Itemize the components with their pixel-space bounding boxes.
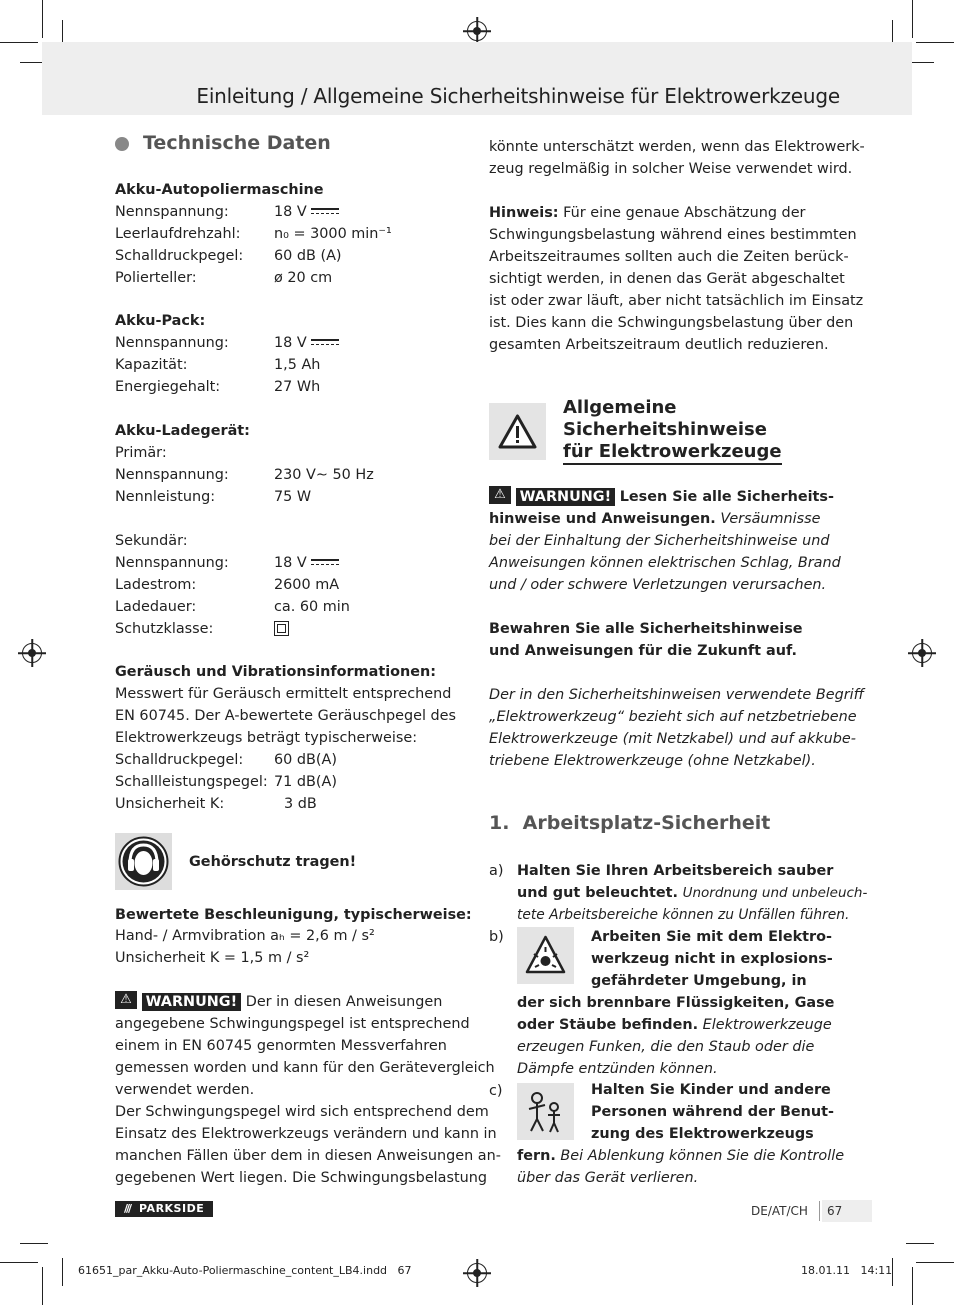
registration-mark-icon (467, 21, 487, 41)
dc-symbol-icon (311, 208, 339, 216)
item-c-line: Personen während der Benut- (591, 1104, 835, 1120)
dc-symbol-icon (311, 559, 339, 567)
list-marker: b) (489, 929, 504, 945)
spec-label: Ladedauer: (115, 599, 197, 615)
hint-line: Arbeitszeitraumes sollten auch die Zeiten berück- (489, 249, 849, 265)
spec-value: ø 20 cm (274, 270, 333, 286)
vibration-line: Unsicherheit K = 1,5 m / s² (115, 950, 310, 966)
warning-text-line: und / oder schwere Verletzungen verursachen. (489, 577, 827, 593)
spec-label: Schutzklasse: (115, 621, 214, 637)
hint-line: Hinweis: Für eine genaue Abschätzung der (489, 205, 806, 221)
charger-title: Akku-Ladegerät: (115, 423, 250, 439)
warning-badge: WARNUNG! (142, 993, 242, 1011)
spec-label: Energiegehalt: (115, 379, 221, 395)
warning-text-line: bei der Einhaltung der Sicherheitshinweise und (489, 533, 830, 549)
explosion-hazard-icon (517, 927, 574, 984)
term-line: Der in den Sicherheitshinweisen verwendete Begriff (489, 687, 865, 703)
item-b-line: gefährdeter Umgebung, in (591, 973, 807, 989)
tech-heading: Technische Daten (143, 132, 331, 154)
hint-line: ist oder zwar läuft, aber nicht tatsächlich im Einsatz (489, 293, 864, 309)
keep-instructions: und Anweisungen für die Zukunft auf. (489, 643, 797, 659)
item-a-line: Halten Sie Ihren Arbeitsbereich sauber (517, 863, 834, 879)
spec-value: 3 dB (284, 796, 317, 812)
warning-text-line: hinweise und Anweisungen. Versäumnisse (489, 511, 821, 527)
list-marker: a) (489, 863, 504, 879)
warning-sign-icon (489, 403, 546, 460)
hint-line: sichtigt werden, in denen das Gerät abgeschaltet (489, 271, 845, 287)
item-b-line: werkzeug nicht in explosions- (591, 951, 833, 967)
spec-label: Schalldruckpegel: (115, 248, 244, 264)
hint-line: gesamten Arbeitszeitraum deutlich reduzieren. (489, 337, 829, 353)
spec-label: Ladestrom: (115, 577, 197, 593)
noise-title: Geräusch und Vibrationsinformationen: (115, 664, 437, 680)
noise-line: Messwert für Geräusch ermittelt entsprechend (115, 686, 452, 702)
item-b-line: erzeugen Funken, die den Staub oder die (517, 1039, 815, 1055)
page-title: Einleitung / Allgemeine Sicherheitshinweise für Elektrowerkzeuge (196, 84, 840, 108)
item-a-line: und gut beleuchtet. Unordnung und unbeleuch- (517, 885, 868, 901)
spec-value: 18 V (274, 201, 339, 223)
warning-line: ⚠ WARNUNG! Lesen Sie alle Sicherheits- (489, 486, 834, 508)
secondary-label: Sekundär: (115, 533, 188, 549)
pack-title: Akku-Pack: (115, 313, 206, 329)
slug-date: 18.01.11 14:11 (801, 1264, 893, 1277)
continued-line: könnte unterschätzt werden, wenn das Elektrowerk- (489, 139, 865, 155)
keep-instructions: Bewahren Sie alle Sicherheitshinweise (489, 621, 803, 637)
hearing-label: Gehörschutz tragen! (189, 854, 357, 870)
vibration-line: Hand- / Armvibration aₕ = 2,6 m / s² (115, 928, 375, 944)
warning-text-line: angegebene Schwingungspegel ist entsprechend (115, 1016, 470, 1032)
spec-label: Nennspannung: (115, 555, 229, 571)
footer-divider (819, 1201, 820, 1221)
spec-value: 230 V∼ 50 Hz (274, 467, 374, 483)
warning-text-line: Der Schwingungspegel wird sich entsprechend dem (115, 1104, 489, 1120)
noise-line: Elektrowerkzeugs beträgt typischerweise: (115, 730, 418, 746)
spec-label: Schalldruckpegel: (115, 752, 244, 768)
warning-triangle-icon: ⚠ (489, 486, 511, 504)
spec-value: n₀ = 3000 min⁻¹ (274, 226, 392, 242)
hint-line: Schwingungsbelastung während eines bestimmten (489, 227, 857, 243)
spec-label: Schallleistungspegel: (115, 774, 268, 790)
list-marker: c) (489, 1083, 503, 1099)
spec-value: ca. 60 min (274, 599, 350, 615)
term-line: triebene Elektrowerkzeuge (ohne Netzkabel). (489, 753, 816, 769)
item-c-line: über das Gerät verlieren. (517, 1170, 699, 1186)
page-number: 67 (827, 1204, 843, 1218)
item-c-line: Halten Sie Kinder und andere (591, 1082, 831, 1098)
item-b-line: der sich brennbare Flüssigkeiten, Gase (517, 995, 835, 1011)
item-a-line: tete Arbeitsbereiche können zu Unfällen führen. (517, 907, 850, 923)
spec-value: 18 V (274, 332, 339, 354)
warning-text-line: gegebenen Wert liegen. Die Schwingungsbelastung (115, 1170, 488, 1186)
warning-text-line: Anweisungen können elektrischen Schlag, Brand (489, 555, 841, 571)
registration-mark-icon (22, 643, 42, 663)
warning-text-line: verwendet werden. (115, 1082, 255, 1098)
warning-text-line: manchen Fällen über dem in diesen Anweisungen an- (115, 1148, 501, 1164)
spec-value: 1,5 Ah (274, 357, 321, 373)
spec-value: 60 dB (A) (274, 248, 342, 264)
primary-label: Primär: (115, 445, 167, 461)
dc-symbol-icon (311, 339, 339, 347)
brand-logo: /// PARKSIDE (115, 1201, 213, 1217)
spec-value: 18 V (274, 552, 339, 574)
warning-text-line: Einsatz des Elektrowerkzeugs verändern und kann in (115, 1126, 497, 1142)
term-line: Elektrowerkzeuge (mit Netzkabel) und auf akkube- (489, 731, 856, 747)
section1-heading: 1. Arbeitsplatz-Sicherheit (489, 812, 771, 834)
term-line: „Elektrowerkzeug“ bezieht sich auf netzbetriebene (489, 709, 857, 725)
spec-label: Kapazität: (115, 357, 188, 373)
warning-triangle-icon: ⚠ (115, 991, 137, 1009)
spec-label: Unsicherheit K: (115, 796, 225, 812)
noise-line: EN 60745. Der A-bewertete Geräuschpegel des (115, 708, 457, 724)
continued-line: zeug regelmäßig in solcher Weise verwendet wird. (489, 161, 853, 177)
spec-label: Nennspannung: (115, 467, 229, 483)
vibration-title: Bewertete Beschleunigung, typischerweise: (115, 907, 472, 923)
warning-text-line: einem in EN 60745 genormten Messverfahren (115, 1038, 447, 1054)
spec-label: Nennspannung: (115, 204, 229, 220)
warning-line: ⚠ WARNUNG! Der in diesen Anweisungen (115, 991, 442, 1013)
section-bullet-icon (115, 137, 129, 151)
item-b-line: Dämpfe entzünden können. (517, 1061, 718, 1077)
spec-label: Leerlaufdrehzahl: (115, 226, 241, 242)
registration-mark-icon (467, 1263, 487, 1283)
spec-label: Nennspannung: (115, 335, 229, 351)
country-code: DE/AT/CH (751, 1204, 808, 1218)
children-warning-icon (517, 1083, 574, 1140)
spec-label: Nennleistung: (115, 489, 216, 505)
item-c-line: fern. Bei Ablenkung können Sie die Kontrolle (517, 1148, 845, 1164)
safety-heading: Allgemeine Sicherheitshinweise für Elektrowerkzeuge (563, 397, 782, 465)
item-c-line: zung des Elektrowerkzeugs (591, 1126, 814, 1142)
item-b-line: Arbeiten Sie mit dem Elektro- (591, 929, 833, 945)
warning-text-line: gemessen worden und kann für den Gerätevergleich (115, 1060, 495, 1076)
item-b-line: oder Stäube befinden. Elektrowerkzeuge (517, 1017, 832, 1033)
protection-class-icon (274, 621, 289, 636)
warning-badge: WARNUNG! (516, 488, 616, 506)
slug-filename: 61651_par_Akku-Auto-Poliermaschine_content_LB4.indd 67 (78, 1264, 412, 1277)
spec-value: 60 dB(A) (274, 752, 337, 768)
spec-label: Polierteller: (115, 270, 197, 286)
spec-value: 75 W (274, 489, 312, 505)
hearing-protection-icon (115, 833, 172, 890)
spec-value: 71 dB(A) (274, 774, 337, 790)
spec-value: 2600 mA (274, 577, 340, 593)
registration-mark-icon (912, 643, 932, 663)
spec-value: 27 Wh (274, 379, 321, 395)
hint-line: ist. Dies kann die Schwingungsbelastung über den (489, 315, 854, 331)
akku-title: Akku-Autopoliermaschine (115, 182, 324, 198)
